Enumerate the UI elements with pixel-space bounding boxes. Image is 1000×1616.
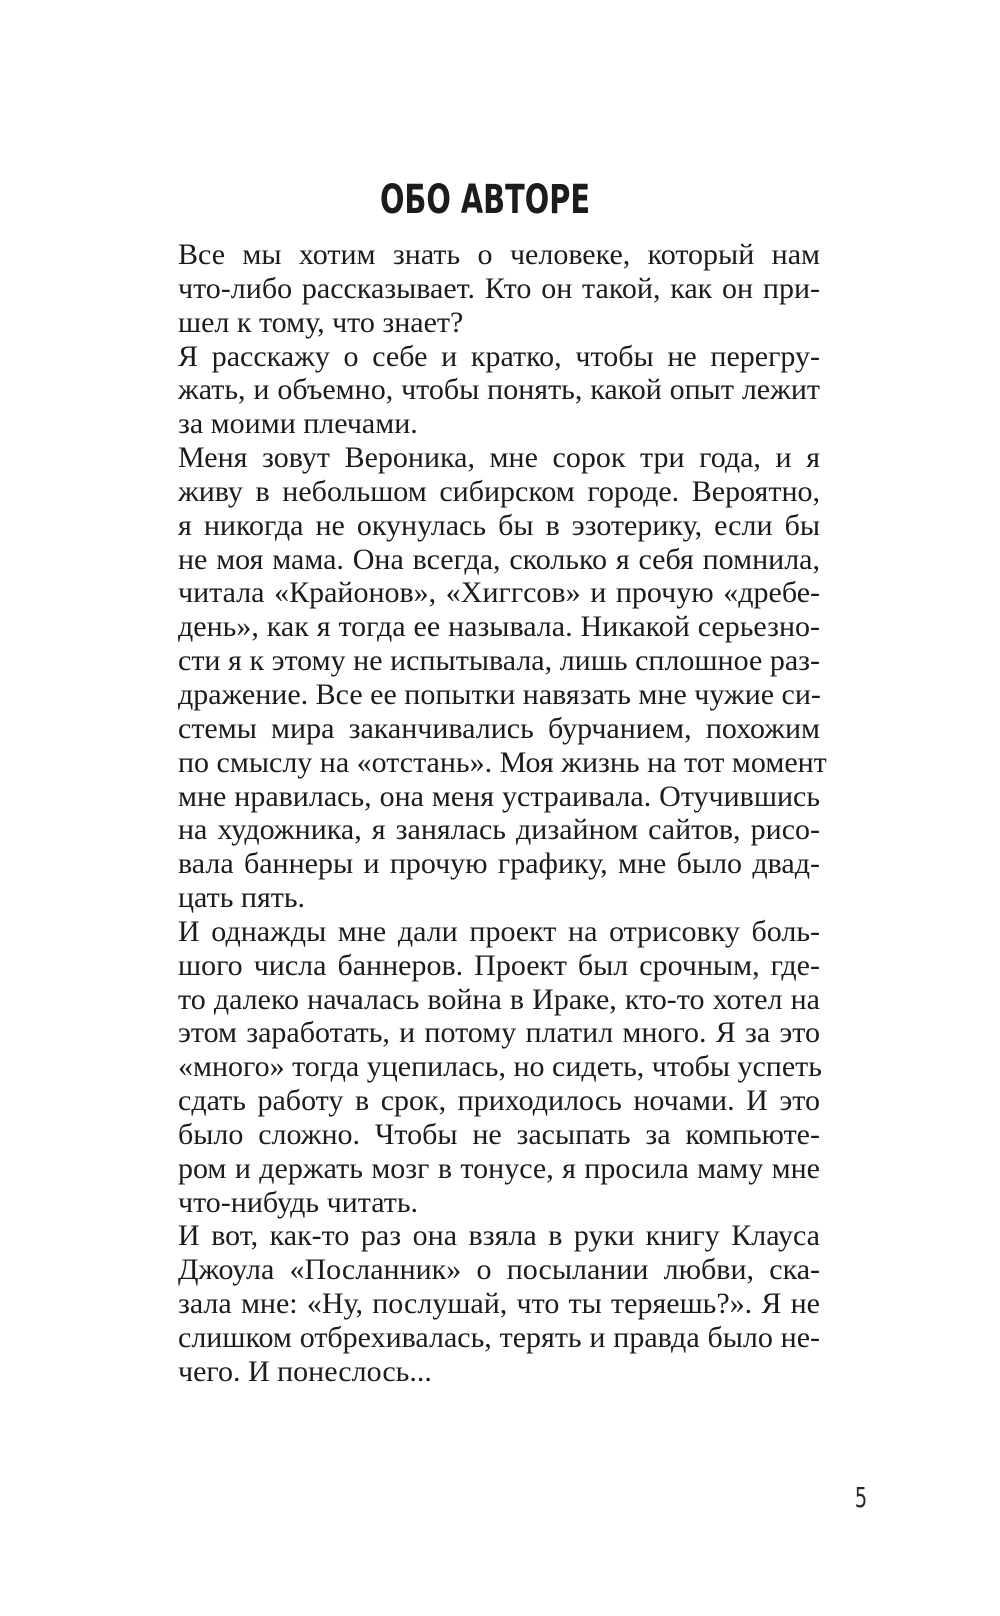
paragraph [140,441,827,915]
text-line: читала «Крайонов», «Хиггсов» и прочую «дребе- [178,576,820,610]
paragraph [140,340,820,442]
text-line: на художника, я занялась дизайном сайтов, рисо- [178,813,820,847]
page-title: ОБО АВТОРЕ [379,177,591,223]
text-line: что-либо рассказывает. Кто он такой, как он при- [178,271,820,305]
text-line: И однажды мне дали проект на отрисовку боль- [178,914,820,948]
text-line: то далеко началась война в Ираке, кто-то хотел на [178,982,820,1016]
text-line: зала мне: «Ну, послушай, что ты теряешь?». Я не [178,1287,820,1321]
page-number: 5 [854,1481,868,1514]
text-line: сти я к этому не испытывала, лишь сплошное раз- [178,644,820,678]
text-line: слишком отбрехивалась, терять и правда было не- [178,1321,820,1354]
text-line: Я расскажу о себе и кратко, чтобы не перегру- [178,339,820,373]
text-line: Меня зовут Вероника, мне сорок три года, и я [178,441,820,475]
body-text [140,238,827,1389]
text-line: что-нибудь читать. [178,1185,419,1219]
text-line: я никогда не окунулась бы в эзотерику, если бы [178,508,820,542]
text-line: дражение. Все ее попытки навязать мне чужие си- [178,677,821,711]
text-line: было сложно. Чтобы не засыпать за компьюте- [178,1117,820,1151]
text-line: чего. И понеслось... [178,1354,432,1388]
paragraph [140,1219,820,1388]
text-line: этом заработать, и потому платил много. Я за это [178,1016,820,1050]
text-line: жать, и объемно, чтобы понять, какой опыт лежит [178,373,820,407]
text-line: мне нравилась, она меня устраивала. Отучившись [178,779,820,813]
text-line: не моя мама. Она всегда, сколько я себя помнила, [178,542,820,576]
text-line: шого числа баннеров. Проект был срочным, где- [178,948,820,982]
text-line: шел к тому, что знает? [178,305,464,339]
text-line: вала баннеры и прочую графику, мне было двад- [178,847,820,881]
text-line: живу в небольшом сибирском городе. Вероятно, [178,474,820,508]
text-line: за моими плечами. [178,407,418,441]
paragraph [140,915,820,1220]
text-line: день», как я тогда ее называла. Никакой серьезно- [178,610,820,644]
text-line: по смыслу на «отстань». Моя жизнь на тот момент [178,745,827,779]
text-line: цать пять. [178,881,306,915]
paragraph [140,238,820,340]
text-line: И вот, как-то раз она взяла в руки книгу Клауса [178,1219,820,1253]
text-line: стемы мира заканчивались бурчанием, похожим [178,711,820,745]
text-line: Джоула «Посланник» о посылании любви, ска- [178,1253,820,1287]
text-line: «много» тогда уцепилась, но сидеть, чтобы успеть [178,1050,822,1084]
text-line: Все мы хотим знать о человеке, который нам [178,238,820,271]
text-line: сдать работу в срок, приходилось ночами. И это [178,1084,820,1118]
text-line: ром и держать мозг в тонусе, я просила маму мне [178,1151,820,1185]
